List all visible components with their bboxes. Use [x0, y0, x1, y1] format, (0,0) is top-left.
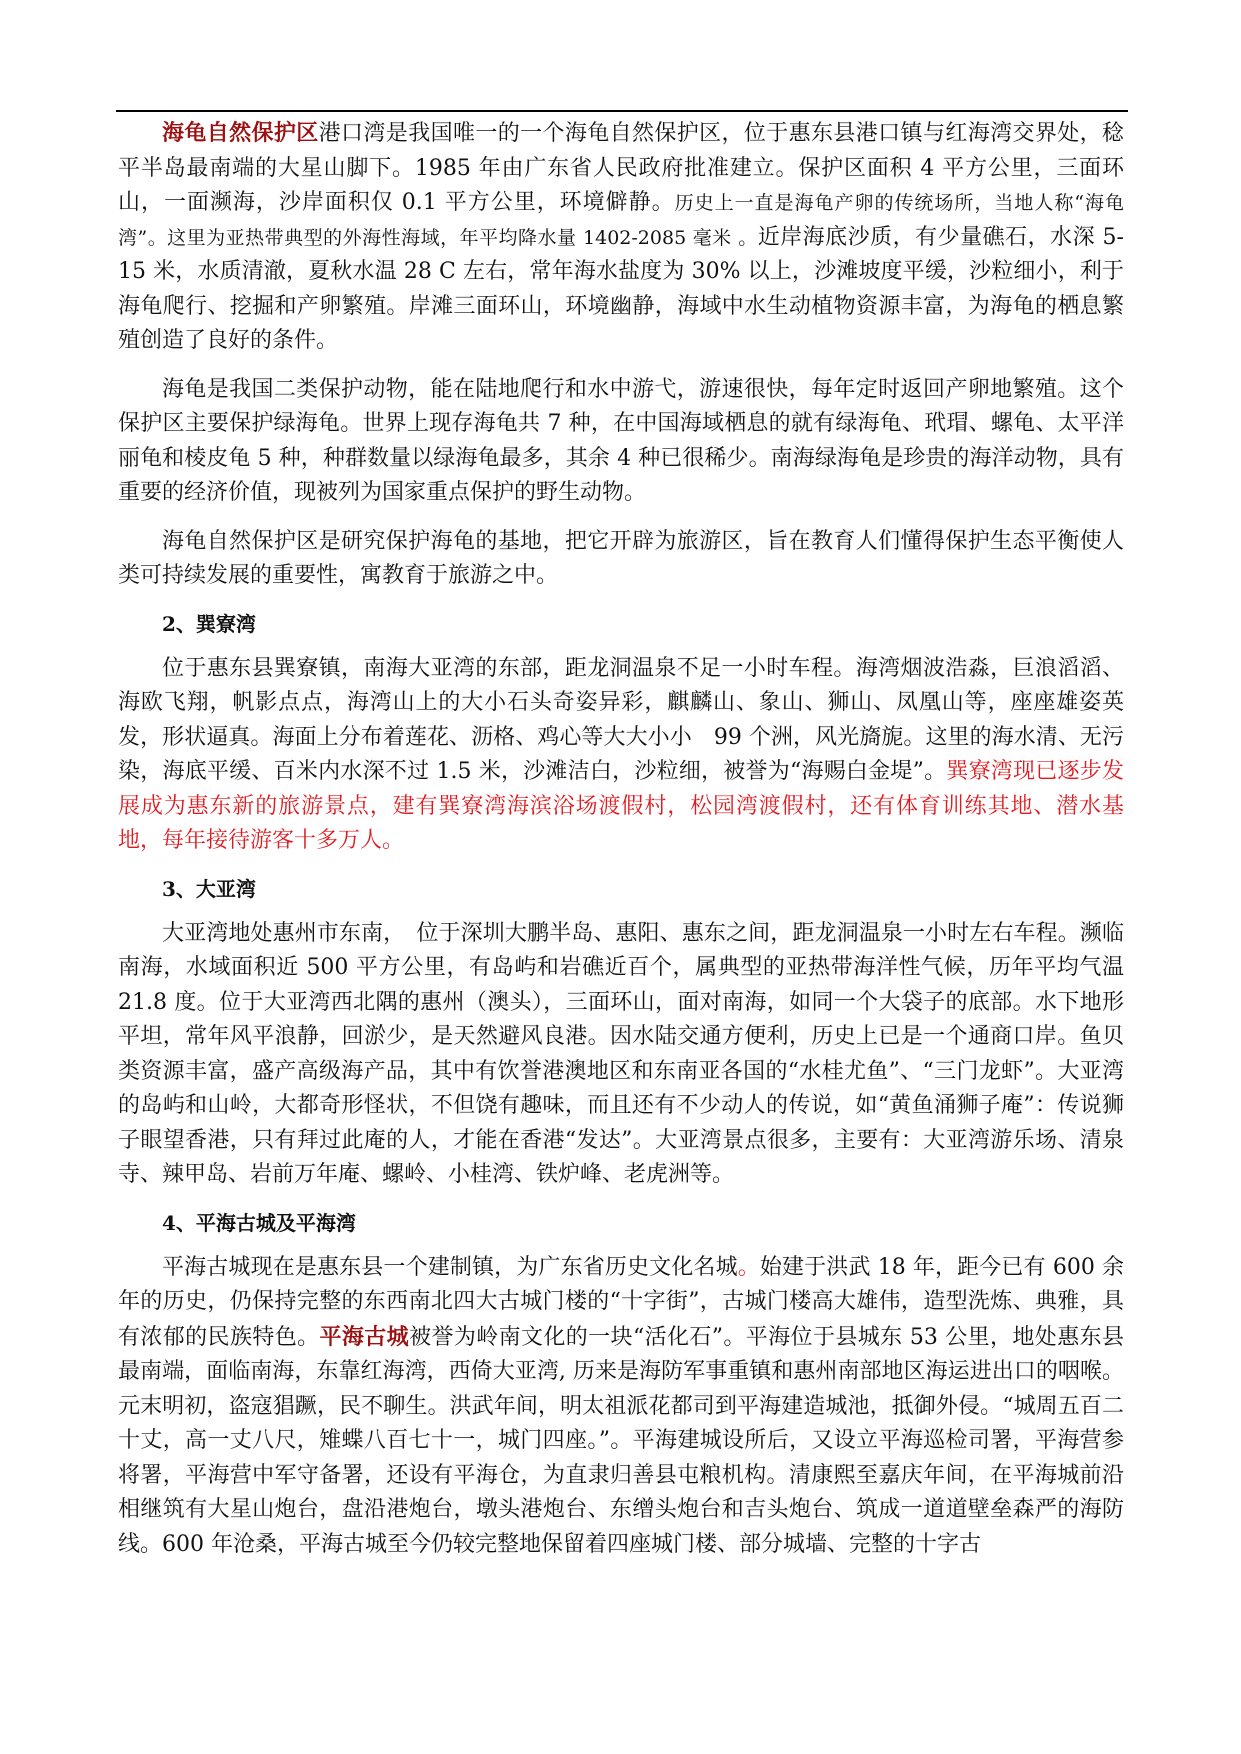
pinghai-red-period: 。	[737, 1254, 760, 1280]
xunliao-text: 位于惠东县巽寮镇，南海大亚湾的东部，距龙洞温泉不足一小时车程。海湾烟波浩淼，巨浪滔滔、海欧飞翔，帆影点点，海湾山上的大小石头奇姿异彩，麒麟山、象山、狮山、凤凰山等，座座雄姿英发，形状逼真。海面上分布着莲花、沥格、鸡心等大大小小 99 个洲，风光旖旎。这里的海水清、无污染，海底平缓、百米内水深不过 1.5 米，沙滩洁白，沙粒细，被誉为“海赐白金堤”。	[118, 655, 1124, 784]
turtle-reserve-text-small: 历史上一直是海龟产卵的传统场所，当地人称“海龟湾”。这里为亚热带典型的外海性海域，年平均降水量 1402-2085 毫米 。	[118, 192, 1124, 249]
xunliao-paragraph	[118, 652, 1124, 859]
pinghai-text-b: 始建于洪武 18 年，距今已有 600 余年的历史，仍保持完整的东西南北四大古城门楼的“十字街”，古城门楼高大雄伟，造型洗炼、典雅，具有浓郁的民族特色。	[118, 1254, 1124, 1350]
section-title-pinghai: 4、平海古城及平海湾	[162, 1210, 356, 1235]
turtle-reserve-paragraph-3: 海龟自然保护区是研究保护海龟的基地，把它开辟为旅游区，旨在教育人们懂得保护生态平衡使人类可持续发展的重要性，寓教育于旅游之中。	[118, 528, 1124, 588]
pinghai-text-c: 被誉为岭南文化的一块“活化石”。平海位于县城东 53 公里，地处惠东县最南端，面临南海，东靠红海湾，西倚大亚湾, 历来是海防军事重镇和惠州南部地区海运进出口的咽喉。元末明初，盗寇猖蹶，民不聊生。洪武年间，明太祖派花都司到平海建造城池，抵御外侵。“城周五百二十丈，高一丈八尺，雉蝶八百七十一，城门四座。”。平海建城设所后，又设立平海巡检司署，平海营参将署，平海营中军守备署，还设有平海仓，为直隶归善县屯粮机构。清康熙至嘉庆年间，在平海城前沿相继筑有大星山炮台，盘沿港炮台，墩头港炮台、东缯头炮台和吉头炮台、筑成一道道壁垒森严的海防线。600 年沧桑，平海古城至今仍较完整地保留着四座城门楼、部分城墙、完整的十字古	[118, 1324, 1124, 1557]
document-body	[118, 116, 1124, 1576]
turtle-reserve-highlight: 海龟自然保护区	[162, 120, 319, 146]
pinghai-highlight: 平海古城	[319, 1323, 410, 1350]
section-title-daya: 3、大亚湾	[162, 876, 256, 901]
turtle-reserve-text-b: 近岸海底沙质，有少量礁石，水深 5-15 米，水质清澈，夏秋水温 28 C 左右，常年海水盐度为 30% 以上，沙滩坡度平缓，沙粒细小，利于海龟爬行、挖掘和产卵繁殖。岸滩三面环山，环境幽静，海域中水生动植物资源丰富，为海龟的栖息繁殖创造了良好的条件。	[118, 224, 1124, 353]
turtle-reserve-paragraph-1	[118, 116, 1124, 359]
pinghai-paragraph	[118, 1251, 1124, 1563]
header-rule	[116, 110, 1128, 112]
daya-paragraph: 大亚湾地处惠州市东南， 位于深圳大鹏半岛、惠阳、惠东之间，距龙洞温泉一小时左右车程。濒临南海，水域面积近 500 平方公里，有岛屿和岩礁近百个，属典型的亚热带海洋性气候，历年平均气温 21.8 度。位于大亚湾西北隅的惠州（澳头），三面环山，面对南海，如同一个大袋子的底部。水下地形平坦，常年风平浪静，回淤少，是天然避风良港。因水陆交通方便利，历史上已是一个通商口岸。鱼贝类资源丰富，盛产高级海产品，其中有饮誉港澳地区和东南亚各国的“水桂尤鱼”、“三门龙虾”。大亚湾的岛屿和山岭，大都奇形怪状，不但饶有趣味，而且还有不少动人的传说，如“黄鱼涌狮子庵”：传说狮子眼望香港，只有拜过此庵的人，才能在香港“发达”。大亚湾景点很多，主要有：大亚湾游乐场、清泉寺、辣甲岛、岩前万年庵、螺岭、小桂湾、铁炉峰、老虎洲等。	[118, 920, 1124, 1187]
turtle-reserve-text-a: 港口湾是我国唯一的一个海龟自然保护区，位于惠东县港口镇与红海湾交界处，稔平半岛最南端的大星山脚下。1985 年由广东省人民政府批准建立。保护区面积 4 平方公里，三面环山，一面濒海，沙岸面积仅 0.1 平方公里，环境僻静。	[118, 121, 1124, 215]
turtle-reserve-paragraph-2: 海龟是我国二类保护动物，能在陆地爬行和水中游弋，游速很快，每年定时返回产卵地繁殖。这个保护区主要保护绿海龟。世界上现存海龟共 7 种，在中国海域栖息的就有绿海龟、玳瑁、螺龟、太平洋丽龟和棱皮龟 5 种，种群数量以绿海龟最多，其余 4 种已很稀少。南海绿海龟是珍贵的海洋动物，具有重要的经济价值，现被列为国家重点保护的野生动物。	[118, 376, 1124, 505]
xunliao-red-text: 巽寮湾现已逐步发展成为惠东新的旅游景点，建有巽寮湾海滨浴场渡假村，松园湾渡假村，还有体育训练其地、潜水基地，每年接待游客十多万人。	[118, 759, 1124, 853]
pinghai-text-a: 平海古城现在是惠东县一个建制镇，为广东省历史文化名城	[162, 1254, 738, 1280]
section-title-xunliao: 2、巽寮湾	[162, 611, 256, 636]
